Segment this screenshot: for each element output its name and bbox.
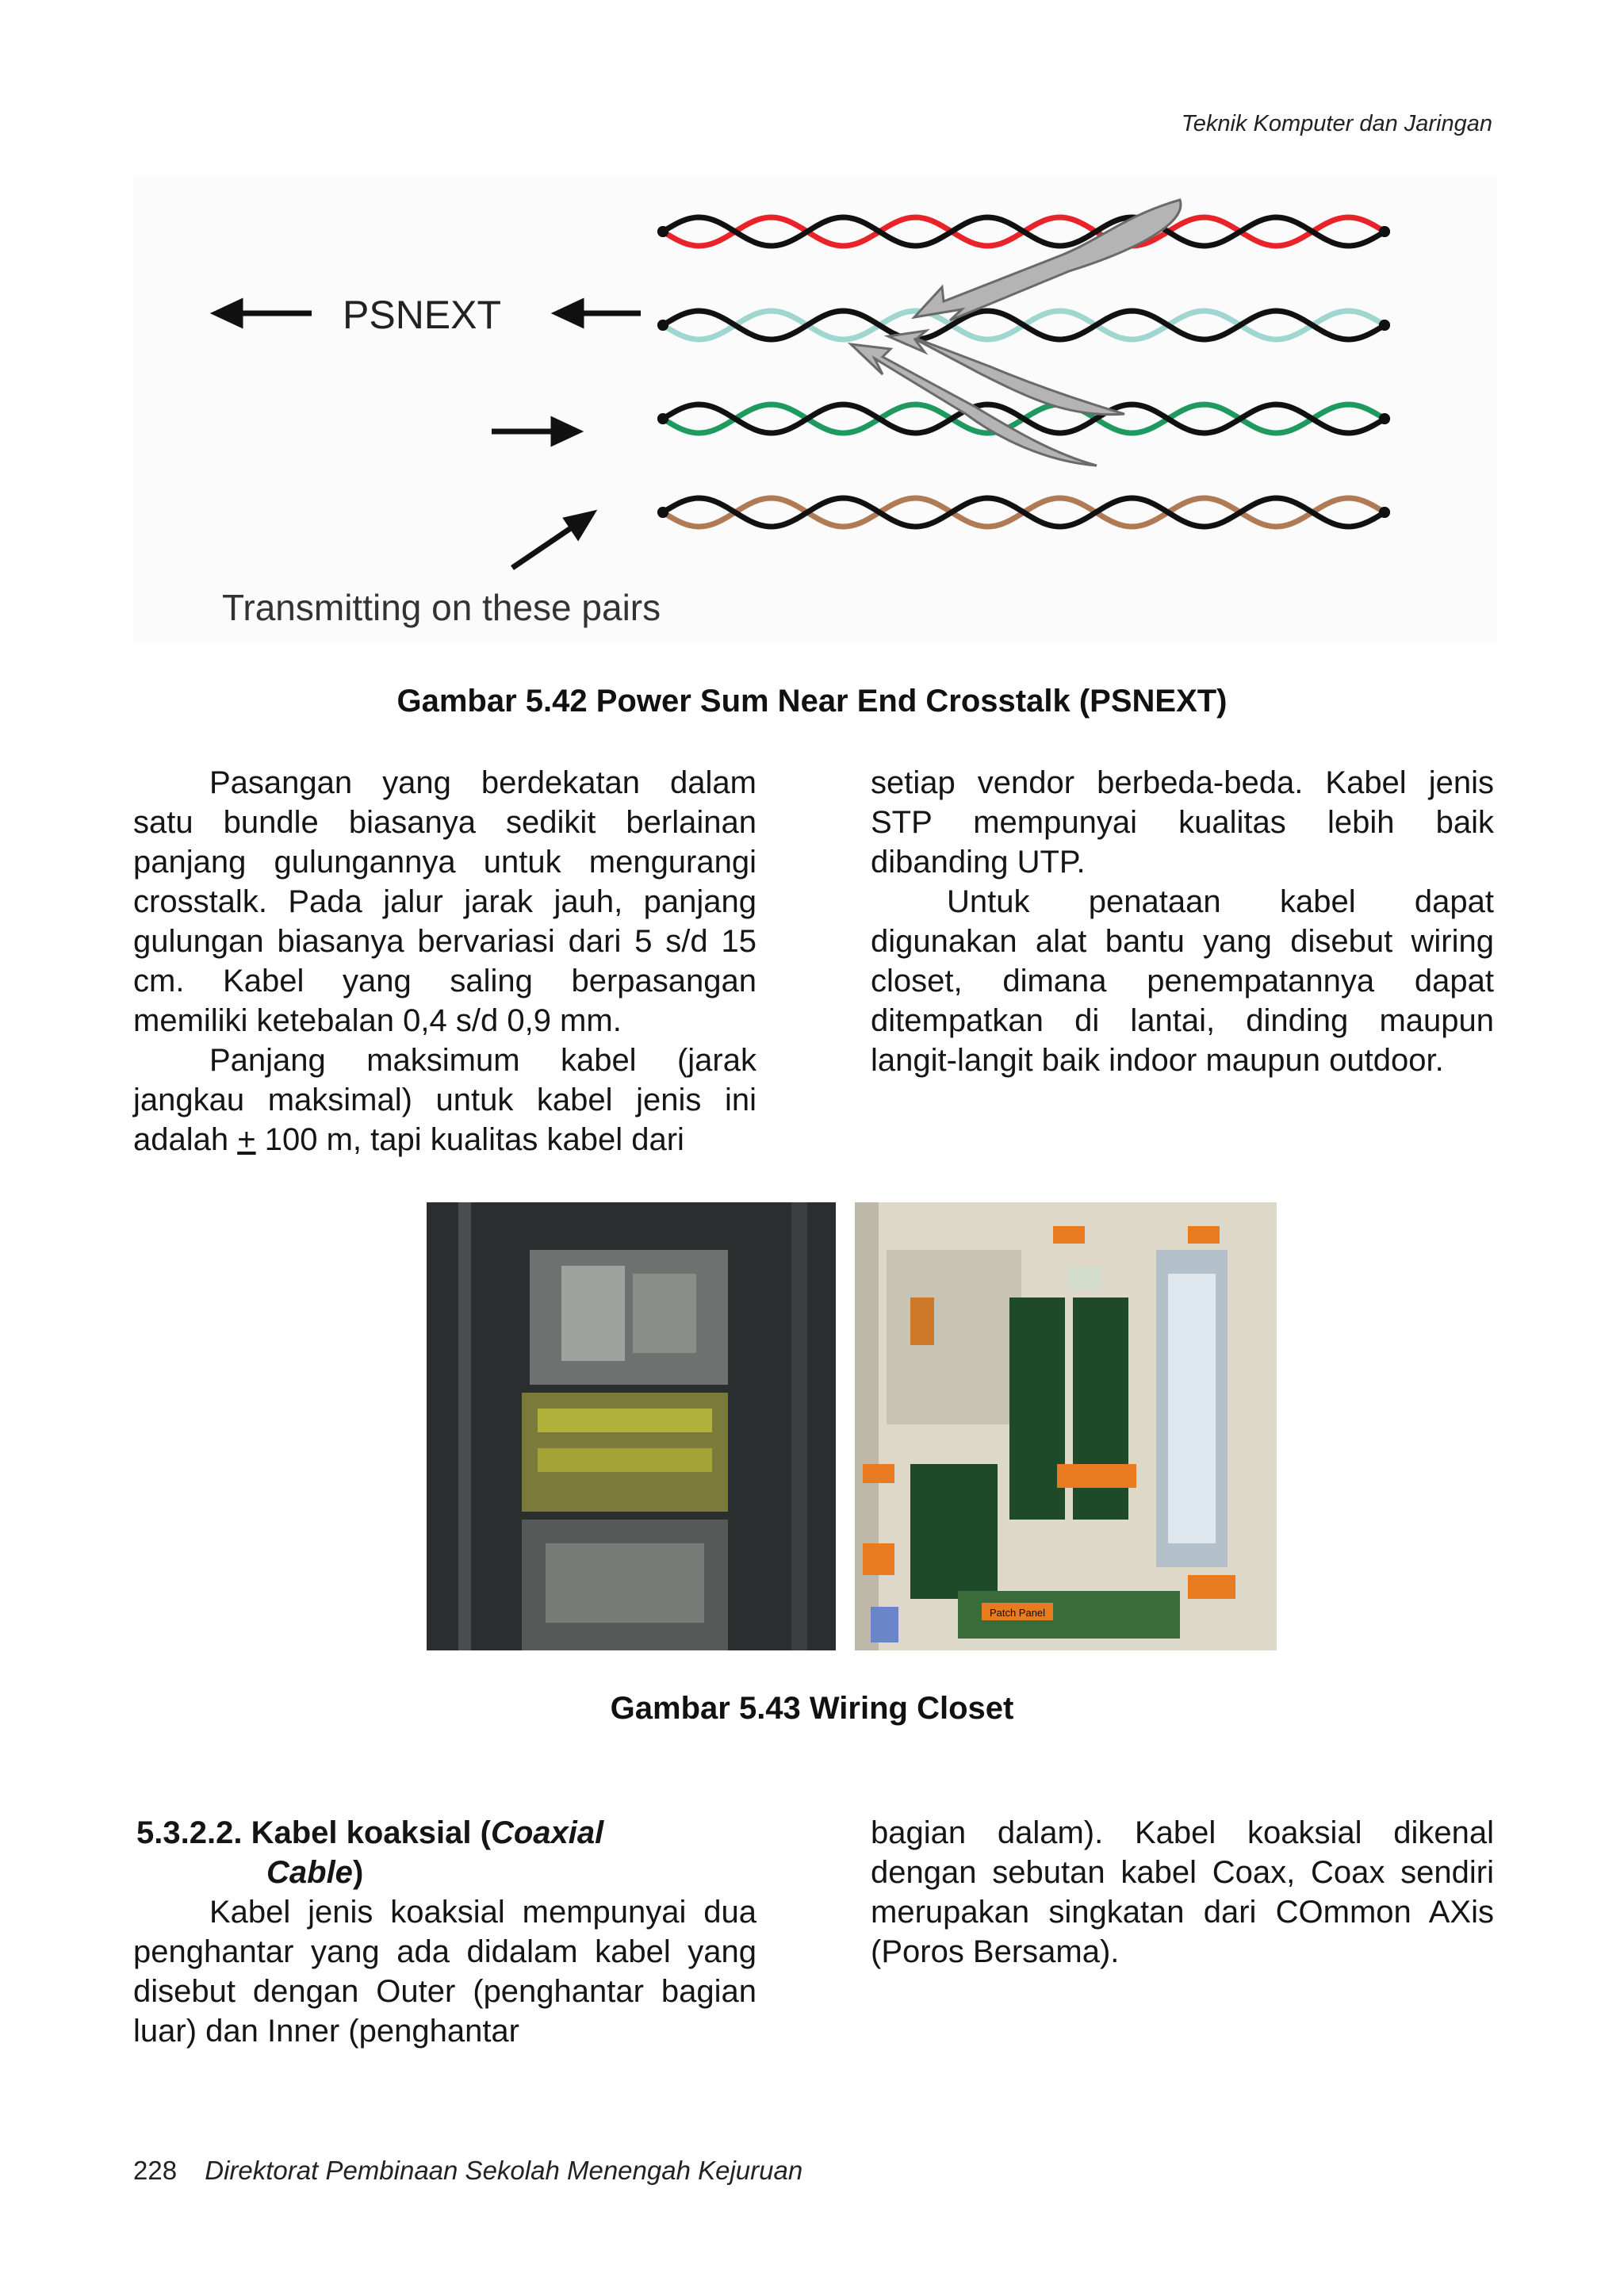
black-wire [663,217,1383,246]
black-arrows [216,302,641,568]
psnext-illustration [133,176,1497,644]
paragraph-text: 100 m, tapi kualitas kabel dari [264,1122,684,1157]
black-wire [663,311,1383,339]
wire-end-dot [1379,320,1390,331]
section-heading [133,1813,756,1892]
psnext-diagram [133,176,1497,644]
wire-end-dot [1379,507,1390,518]
section-title: Kabel koaksial ( [251,1815,491,1850]
patch-panel-image [855,1202,1277,1650]
plus-minus-sign: + [237,1122,256,1157]
closet-cabinet-image [427,1202,836,1650]
page-number: 228 [133,2156,178,2185]
page-footer [133,2156,802,2186]
section-title-italic: Cable [266,1855,353,1890]
section-title-italic: Coaxial [490,1815,604,1850]
paragraph: Untuk penataan kabel dapat digunakan alat bantu yang disebut wiring closet, dimana penempatannya dapat ditempatkan di lantai, dinding maupun langit-langit baik indoor maupun outdoor. [871,884,1494,1078]
psnext-label: PSNEXT [343,293,502,337]
black-wire [663,498,1383,527]
running-header: Teknik Komputer dan Jaringan [1181,111,1492,136]
publisher-name: Direktorat Pembinaan Sekolah Menengah Kejuruan [205,2156,803,2185]
wire-end-dot [1379,226,1390,237]
figure-caption-5-43: Gambar 5.43 Wiring Closet [610,1691,1014,1726]
paragraph: Pasangan yang berdekatan dalam satu bundle biasanya sedikit berlainan panjang gulungannya untuk mengurangi crosstalk. Pada jalur jarak jauh, panjang gulungan biasanya bervariasi dari 5 s/d 15 cm. Kabel yang saling berpasangan memiliki ketebalan 0,4 s/d 0,9 mm. [133,765,756,1038]
wire-end-dot [657,320,668,331]
wire-end-dot [657,507,668,518]
patch-panel-label: Patch Panel [989,1607,1046,1619]
wire-end-dot [657,413,668,424]
paragraph-text: Panjang maksimum kabel (jarak jangkau maksimal) untuk kabel jenis ini adalah [133,1043,756,1157]
paragraph: Kabel jenis koaksial mempunyai dua penghantar yang ada didalam kabel yang disebut dengan Outer (penghantar bagian luar) dan Inner (penghantar [133,1895,756,2049]
twisted-pairs [657,217,1390,527]
wire-end-dot [657,226,668,237]
paragraph: bagian dalam). Kabel koaksial dikenal dengan sebutan kabel Coax, Coax sendiri merupakan singkatan dari COmmon AXis (Poros Bersama). [871,1815,1494,1969]
right-column-1 [871,763,1494,1080]
paragraph [133,1041,756,1159]
left-column-1 [133,763,756,1159]
paragraph: setiap vendor berbeda-beda. Kabel jenis STP mempunyai kualitas lebih baik dibanding UTP. [871,765,1494,880]
wiring-closet-photo [427,1202,836,1650]
transmitting-label: Transmitting on these pairs [222,587,661,628]
figure-caption-5-42: Gambar 5.42 Power Sum Near End Crosstalk (PSNEXT) [396,684,1228,719]
black-wire [663,404,1383,433]
section-title-close: ) [352,1855,364,1890]
left-column-2 [133,1813,756,2051]
right-column-2 [871,1813,1494,1972]
wire-end-dot [1379,413,1390,424]
section-number: 5.3.2.2. [136,1815,243,1850]
wiring-closet-labeled-photo [855,1202,1277,1650]
